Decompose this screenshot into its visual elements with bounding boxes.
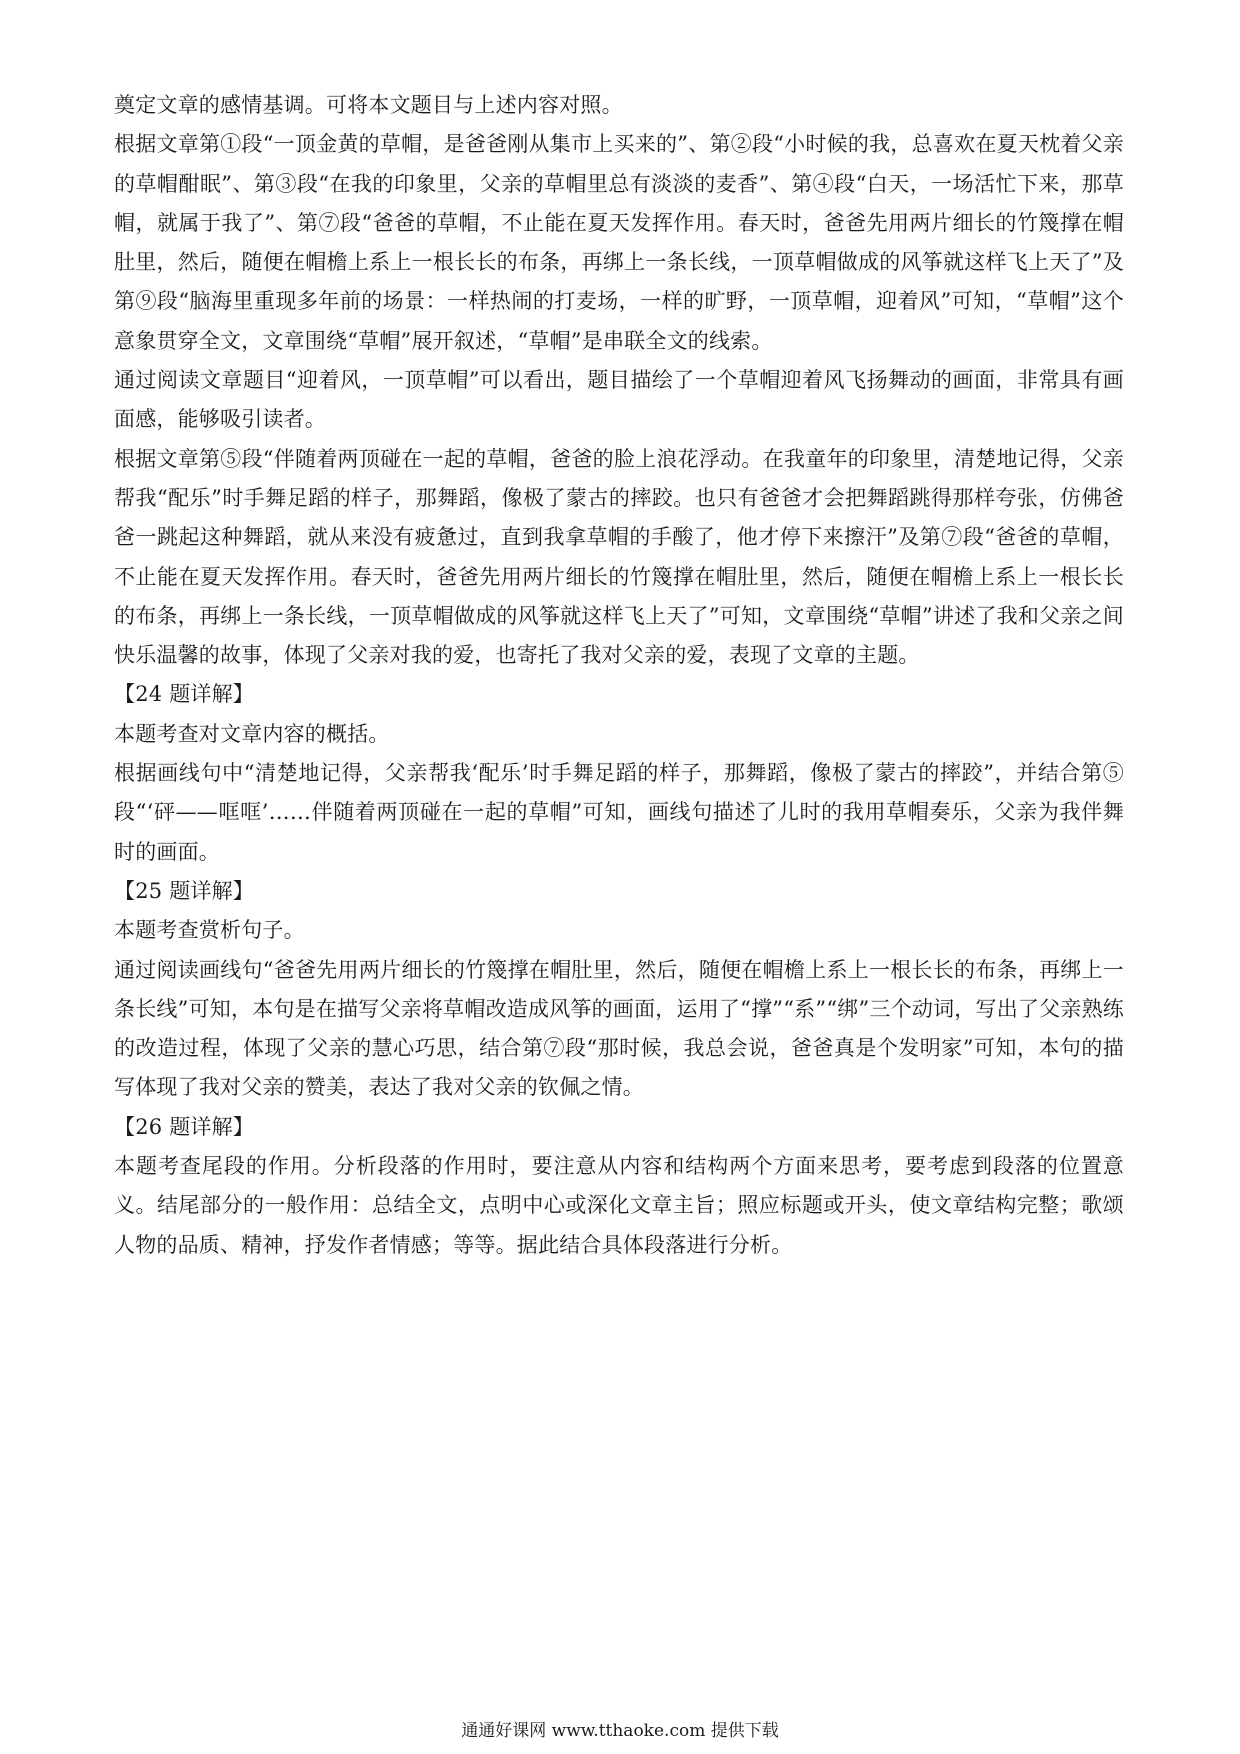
page-footer-watermark: 通通好课网 www.tthaoke.com 提供下载 (461, 1721, 779, 1741)
paragraph-title-imagery: 通过阅读文章题目“迎着风，一顶草帽”可以看出，题目描绘了一个草帽迎着风飞扬舞动的画面，非常具有画面感，能够吸引读者。 (114, 368, 1124, 432)
paragraph-intro-tone: 奠定文章的感情基调。可将本文题目与上述内容对照。 (114, 93, 623, 117)
question-25-heading: 【25 题详解】 (114, 878, 254, 903)
paragraph-theme: 根据文章第⑤段“伴随着两顶碰在一起的草帽，爸爸的脸上浪花浮动。在我童年的印象里，清楚地记得，父亲帮我“配乐”时手舞足蹈的样子，那舞蹈，像极了蒙古的摔跤。也只有爸爸才会把舞蹈跳得那样夸张，仿佛爸爸一跳起这种舞蹈，就从来没有疲惫过，直到我拿草帽的手酸了，他才停下来擦汗”及第⑦段“爸爸的草帽，不止能在夏天发挥作用。春天时，爸爸先用两片细长的竹篾撑在帽肚里，然后，随便在帽檐上系上一根长长的布条，再绑上一条长线，一顶草帽做成的风筝就这样飞上天了”可知，文章围绕“草帽”讲述了我和父亲之间快乐温馨的故事，体现了父亲对我的爱，也寄托了我对父亲的爱，表现了文章的主题。 (114, 446, 1124, 668)
question-25-answer: 通过阅读画线句“爸爸先用两片细长的竹篾撑在帽肚里，然后，随便在帽檐上系上一根长长的布条，再绑上一条长线”可知，本句是在描写父亲将草帽改造成风筝的画面，运用了“撑”“系”“绑”三个动词，写出了父亲熟练的改造过程，体现了父亲的慧心巧思，结合第⑦段“那时候，我总会说，爸爸真是个发明家”可知，本句的描写体现了我对父亲的赞美，表达了我对父亲的钦佩之情。 (114, 957, 1124, 1100)
question-24-heading: 【24 题详解】 (114, 682, 254, 707)
answer-explanation-body (114, 86, 1124, 1265)
question-26-answer: 本题考查尾段的作用。分析段落的作用时，要注意从内容和结构两个方面来思考，要考虑到段落的位置意义。结尾部分的一般作用：总结全文，点明中心或深化文章主旨；照应标题或开头，使文章结构完整；歌颂人物的品质、精神，抒发作者情感；等等。据此结合具体段落进行分析。 (114, 1154, 1124, 1257)
question-26-heading: 【26 题详解】 (114, 1114, 254, 1139)
question-24-answer: 根据画线句中“清楚地记得，父亲帮我‘配乐’时手舞足蹈的样子，那舞蹈，像极了蒙古的摔跤”，并结合第⑤段“‘砰——哐哐’……伴随着两顶碰在一起的草帽”可知，画线句描述了儿时的我用草帽奏乐，父亲为我伴舞时的画面。 (114, 761, 1124, 864)
paragraph-straw-hat-clue: 根据文章第①段“一顶金黄的草帽，是爸爸刚从集市上买来的”、第②段“小时候的我，总喜欢在夏天枕着父亲的草帽酣眠”、第③段“在我的印象里，父亲的草帽里总有淡淡的麦香”、第④段“白天，一场活忙下来，那草帽，就属于我了”、第⑦段“爸爸的草帽，不止能在夏天发挥作用。春天时，爸爸先用两片细长的竹篾撑在帽肚里，然后，随便在帽檐上系上一根长长的布条，再绑上一条长线，一顶草帽做成的风筝就这样飞上天了”及第⑨段“脑海里重现多年前的场景：一样热闹的打麦场，一样的旷野，一顶草帽，迎着风”可知，“草帽”这个意象贯穿全文，文章围绕“草帽”展开叙述，“草帽”是串联全文的线索。 (114, 132, 1124, 353)
question-24-focus: 本题考查对文章内容的概括。 (114, 721, 390, 746)
question-25-focus: 本题考查赏析句子。 (114, 918, 305, 943)
